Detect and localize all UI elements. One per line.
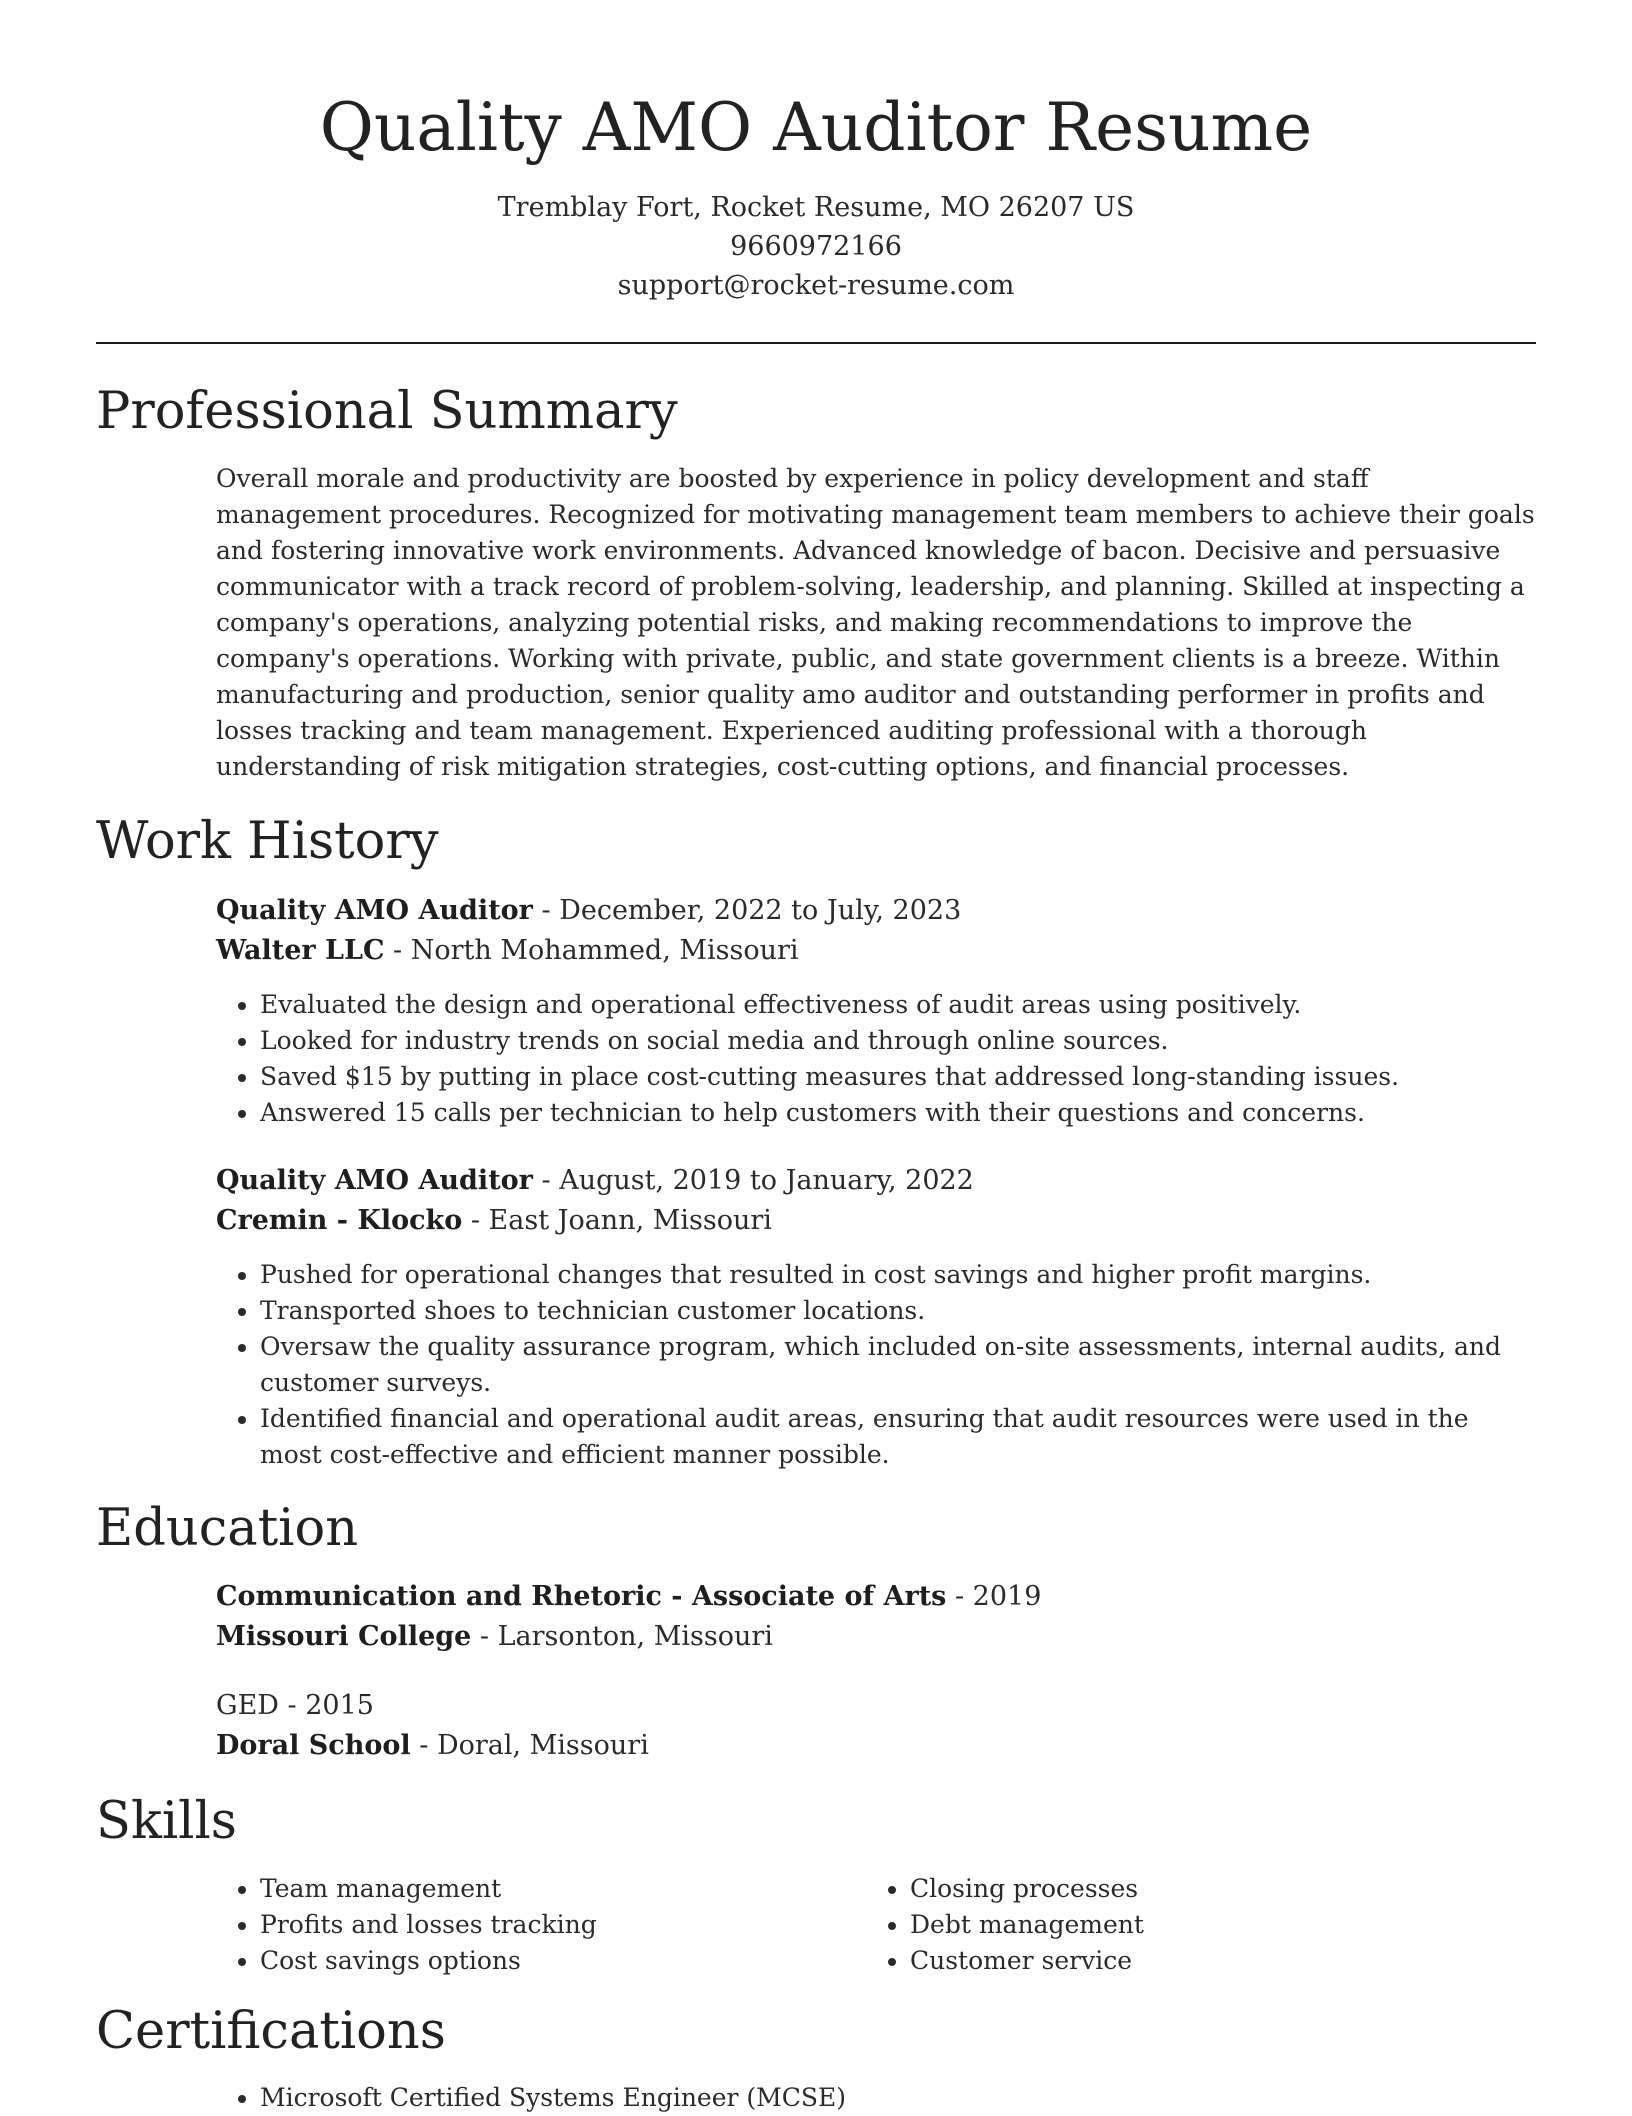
list-item: • Looked for industry trends on social media and through online sources. bbox=[260, 1023, 1536, 1059]
skills-list bbox=[216, 1871, 1536, 1979]
degree-name: Communication and Rhetoric - Associate of Arts bbox=[216, 1581, 947, 1612]
job-location: - East Joann, Missouri bbox=[462, 1205, 772, 1236]
list-item: • Identified financial and operational audit areas, ensuring that audit resources were used in the most cost-effective and efficient manner possible. bbox=[260, 1401, 1536, 1473]
certifications-list bbox=[216, 2080, 1536, 2116]
school-name: Doral School bbox=[216, 1730, 411, 1761]
certification-item: • Microsoft Certified Systems Engineer (MCSE) bbox=[260, 2080, 1536, 2116]
skills-column-left bbox=[216, 1871, 866, 1979]
resume-header bbox=[96, 80, 1536, 305]
contact-address: Tremblay Fort, Rocket Resume, MO 26207 US bbox=[497, 192, 1135, 223]
list-item: • Answered 15 calls per technician to help customers with their questions and concerns. bbox=[260, 1095, 1536, 1131]
header-divider bbox=[96, 342, 1536, 344]
skill-item: • Closing processes bbox=[910, 1871, 1516, 1907]
job-position: Quality AMO Auditor bbox=[216, 1165, 533, 1196]
skills-heading: Skills bbox=[96, 1792, 237, 1851]
education-heading: Education bbox=[96, 1499, 359, 1558]
job-entry bbox=[216, 1161, 1536, 1473]
job-duties-list bbox=[216, 987, 1536, 1131]
summary-body bbox=[216, 461, 1536, 785]
resume-title: Quality AMO Auditor Resume bbox=[319, 89, 1313, 166]
skill-item: • Cost savings options bbox=[260, 1943, 866, 1979]
job-dates: - December, 2022 to July, 2023 bbox=[532, 895, 962, 926]
summary-text: Overall morale and productivity are boosted by experience in policy development and staff management procedures. Recognized for motivating management team members to achieve their goals and fostering innovative work environments. Advanced knowledge of bacon. Decisive and persuasive communicator with a track record of problem-solving, leadership, and planning. Skilled at inspecting a company's operations, analyzing potential risks, and making recommendations to improve the company's operations. Working with private, public, and state government clients is a breeze. Within manufacturing and production, senior quality amo auditor and outstanding performer in profits and losses tracking and team management. Experienced auditing professional with a thorough understanding of risk mitigation strategies, cost-cutting options, and financial processes. bbox=[216, 464, 1535, 781]
job-position: Quality AMO Auditor bbox=[216, 895, 533, 926]
list-item: • Transported shoes to technician customer locations. bbox=[260, 1293, 1536, 1329]
degree-line bbox=[216, 1686, 1536, 1726]
job-location: - North Mohammed, Missouri bbox=[384, 935, 799, 966]
school-name: Missouri College bbox=[216, 1621, 472, 1652]
education-entry bbox=[216, 1577, 1536, 1657]
skill-item: • Profits and losses tracking bbox=[260, 1907, 866, 1943]
school-line bbox=[216, 1617, 1536, 1657]
job-company: Walter LLC bbox=[216, 935, 385, 966]
list-item: • Saved $15 by putting in place cost-cutting measures that addressed long-standing issues. bbox=[260, 1059, 1536, 1095]
education-entry bbox=[216, 1686, 1536, 1766]
job-company-line bbox=[216, 1201, 1536, 1241]
school-line bbox=[216, 1726, 1536, 1766]
contact-phone: 9660972166 bbox=[730, 231, 902, 262]
skill-item: • Customer service bbox=[910, 1943, 1516, 1979]
degree-name: GED - 2015 bbox=[216, 1690, 374, 1721]
skills-column-right bbox=[866, 1871, 1516, 1979]
list-item: • Evaluated the design and operational effectiveness of audit areas using positively. bbox=[260, 987, 1536, 1023]
degree-year: - 2019 bbox=[946, 1581, 1042, 1612]
work-history-heading: Work History bbox=[96, 812, 439, 871]
degree-line bbox=[216, 1577, 1536, 1617]
contact-email: support@rocket-resume.com bbox=[617, 270, 1015, 301]
certifications-list-block bbox=[216, 2080, 1536, 2116]
list-item: • Oversaw the quality assurance program, which included on-site assessments, internal audits, and customer surveys. bbox=[260, 1329, 1536, 1401]
job-title-line bbox=[216, 891, 1536, 931]
job-entry bbox=[216, 891, 1536, 1131]
skill-item: • Debt management bbox=[910, 1907, 1516, 1943]
job-duties-list bbox=[216, 1257, 1536, 1473]
skill-item: • Team management bbox=[260, 1871, 866, 1907]
school-location: - Doral, Missouri bbox=[410, 1730, 649, 1761]
summary-heading: Professional Summary bbox=[96, 382, 678, 441]
job-title-line bbox=[216, 1161, 1536, 1201]
job-dates: - August, 2019 to January, 2022 bbox=[532, 1165, 974, 1196]
school-location: - Larsonton, Missouri bbox=[471, 1621, 773, 1652]
certifications-heading: Certifications bbox=[96, 2002, 446, 2061]
list-item: • Pushed for operational changes that resulted in cost savings and higher profit margins. bbox=[260, 1257, 1536, 1293]
job-company-line bbox=[216, 931, 1536, 971]
job-company: Cremin - Klocko bbox=[216, 1205, 463, 1236]
